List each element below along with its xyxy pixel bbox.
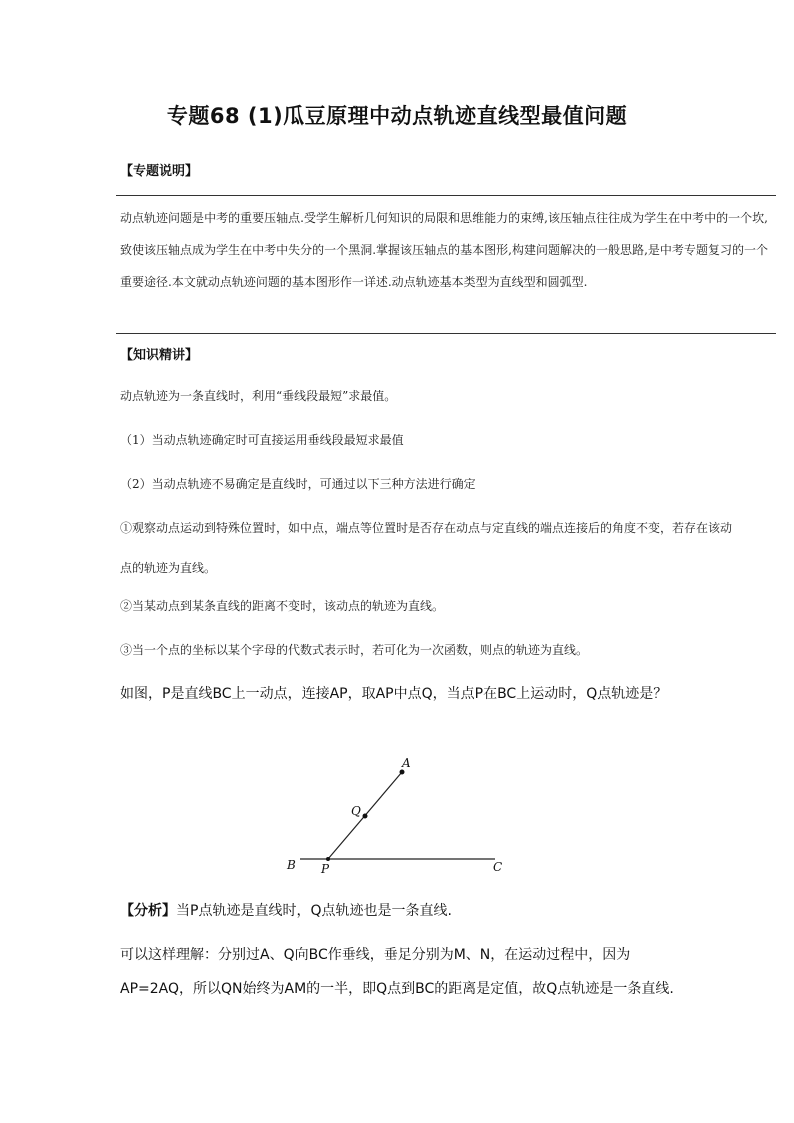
method-item-2: ②当某动点到某条直线的距离不变时，该动点的轨迹为直线。 <box>120 599 445 613</box>
geometry-figure <box>270 750 530 880</box>
label-b: B <box>287 858 296 872</box>
page-title: 专题68 (1)瓜豆原理中动点轨迹直线型最值问题 <box>166 104 628 128</box>
label-q: Q <box>351 804 361 818</box>
method-item-3: ③当一个点的坐标以某个字母的代数式表示时，若可化为一次函数，则点的轨迹为直线。 <box>120 643 589 657</box>
divider-top <box>116 195 776 196</box>
point-p <box>326 857 330 861</box>
point-a <box>400 770 405 775</box>
analysis-tag: 【分析】 <box>120 903 176 919</box>
method-item-1: ①观察动点运动到特殊位置时，如中点，端点等位置时是否存在动点与定直线的端点连接后的角度不变，若存在该动点的轨迹为直线。 <box>120 521 733 575</box>
analysis-line-1 <box>120 894 680 928</box>
label-a: A <box>402 756 411 770</box>
analysis-paragraph: 可以这样理解：分别过A、Q向BC作垂线，垂足分别为M、N，在运动过程中，因为AP=2AQ，所以QN始终为AM的一半，即Q点到BC的距离是定值，故Q点轨迹是一条直线. <box>120 947 674 997</box>
label-c: C <box>493 860 503 874</box>
analysis-text-1: 当P点轨迹是直线时，Q点轨迹也是一条直线. <box>176 903 452 919</box>
knowledge-line-2: （1）当动点轨迹确定时可直接运用垂线段最短求最值 <box>120 433 404 447</box>
question-text: 如图，P是直线BC上一动点，连接AP，取AP中点Q，当点P在BC上运动时，Q点轨迹是？ <box>120 686 668 702</box>
section-heading-description: 【专题说明】 <box>120 164 199 179</box>
point-q <box>363 814 368 819</box>
label-p: P <box>321 862 330 876</box>
description-paragraph: 动点轨迹问题是中考的重要压轴点.受学生解析几何知识的局限和思维能力的束缚,该压轴点往往成为学生在中考中的一个坎,致使该压轴点成为学生在中考中失分的一个黑洞.掌握该压轴点的基本图形,构建问题解决的一般思路,是中考专题复习的一个重要途径.本文就动点轨迹问题的基本图形作一详述.动点轨迹基本类型为直线型和圆弧型. <box>120 211 768 289</box>
section-heading-knowledge: 【知识精讲】 <box>120 348 199 363</box>
knowledge-line-1: 动点轨迹为一条直线时，利用“垂线段最短”求最值。 <box>120 389 397 403</box>
divider-bottom <box>116 333 776 334</box>
knowledge-line-3: （2）当动点轨迹不易确定是直线时，可通过以下三种方法进行确定 <box>120 477 476 491</box>
